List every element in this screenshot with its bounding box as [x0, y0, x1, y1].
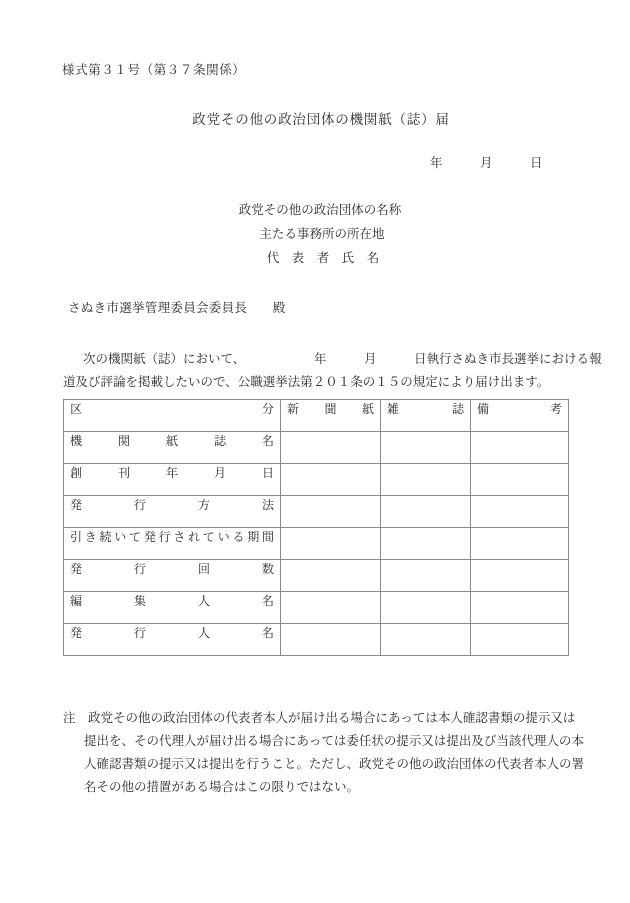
cell-newspaper-continuous-period[interactable]: [281, 528, 381, 560]
table-header-row: [64, 400, 569, 432]
table-row: [64, 560, 569, 592]
cell-remarks-first-issue-date[interactable]: [471, 464, 569, 496]
declarant-office-address-label: 主たる事務所の所在地: [259, 226, 385, 241]
row-label-editor-name: 編集人名: [64, 592, 281, 624]
row-label-publication-method: 発行方法: [64, 496, 281, 528]
table-row: [64, 496, 569, 528]
media-details-table: [63, 399, 569, 656]
cell-magazine-issue-count[interactable]: [381, 560, 471, 592]
footnote-line-1: 注 政党その他の政治団体の代表者本人が届け出る場合にあっては本人確認書類の提示又は: [63, 710, 576, 725]
table-row: [64, 432, 569, 464]
cell-remarks-publication-name[interactable]: [471, 432, 569, 464]
footnote-block: [63, 706, 585, 798]
cell-remarks-editor-name[interactable]: [471, 592, 569, 624]
form-number: 様式第３１号（第３７条関係）: [62, 62, 246, 77]
body-line-1: 次の機関紙（誌）において、 年 月 日執行さぬき市長選挙における報: [83, 351, 602, 366]
row-label-first-issue-date: 創刊年月日: [64, 464, 281, 496]
table-row: [64, 528, 569, 560]
column-header-newspaper: 新聞紙: [281, 400, 381, 432]
footnote-line-3: 人確認書類の提示又は提出を行うこと。ただし、政党その他の政治団体の代表者本人の署: [84, 756, 585, 771]
body-paragraph: [63, 347, 602, 393]
cell-remarks-publication-method[interactable]: [471, 496, 569, 528]
cell-magazine-publication-name[interactable]: [381, 432, 471, 464]
cell-magazine-continuous-period[interactable]: [381, 528, 471, 560]
cell-newspaper-first-issue-date[interactable]: [281, 464, 381, 496]
column-header-magazine: 雑誌: [381, 400, 471, 432]
declarant-organization-name-label: 政党その他の政治団体の名称: [238, 202, 402, 217]
column-header-category: 区分: [64, 400, 281, 432]
cell-magazine-first-issue-date[interactable]: [381, 464, 471, 496]
footnote-line-2: 提出を、その代理人が届け出る場合にあっては委任状の提示又は提出及び当該代理人の本: [84, 733, 584, 748]
body-line-2: 道及び評論を掲載したいので、公職選挙法第２０１条の１５の規定により届け出ます。: [63, 374, 550, 389]
cell-magazine-publisher-name[interactable]: [381, 624, 471, 656]
declarant-block: [0, 198, 630, 270]
cell-magazine-editor-name[interactable]: [381, 592, 471, 624]
row-label-publisher-name: 発行人名: [64, 624, 281, 656]
declarant-representative-name-label: 代 表 者 氏 名: [266, 250, 380, 265]
table-row: [64, 592, 569, 624]
row-label-publication-name: 機関紙誌名: [64, 432, 281, 464]
cell-newspaper-issue-count[interactable]: [281, 560, 381, 592]
table-body: [64, 432, 569, 656]
cell-remarks-publisher-name[interactable]: [471, 624, 569, 656]
table-row: [64, 624, 569, 656]
addressee-line: さぬき市選挙管理委員会委員長 殿: [68, 300, 286, 315]
cell-remarks-continuous-period[interactable]: [471, 528, 569, 560]
footnote-line-4: 名その他の措置がある場合はこの限りではない。: [84, 779, 360, 794]
row-label-continuous-period: 引き続いて発行されている期間: [64, 528, 281, 560]
submission-date-line: 年 月 日: [430, 155, 543, 170]
page-title: 政党その他の政治団体の機関紙（誌）届: [192, 112, 450, 128]
cell-newspaper-editor-name[interactable]: [281, 592, 381, 624]
cell-newspaper-publication-method[interactable]: [281, 496, 381, 528]
table-row: [64, 464, 569, 496]
cell-newspaper-publisher-name[interactable]: [281, 624, 381, 656]
column-header-remarks: 備考: [471, 400, 569, 432]
cell-remarks-issue-count[interactable]: [471, 560, 569, 592]
cell-newspaper-publication-name[interactable]: [281, 432, 381, 464]
row-label-issue-count: 発行回数: [64, 560, 281, 592]
cell-magazine-publication-method[interactable]: [381, 496, 471, 528]
